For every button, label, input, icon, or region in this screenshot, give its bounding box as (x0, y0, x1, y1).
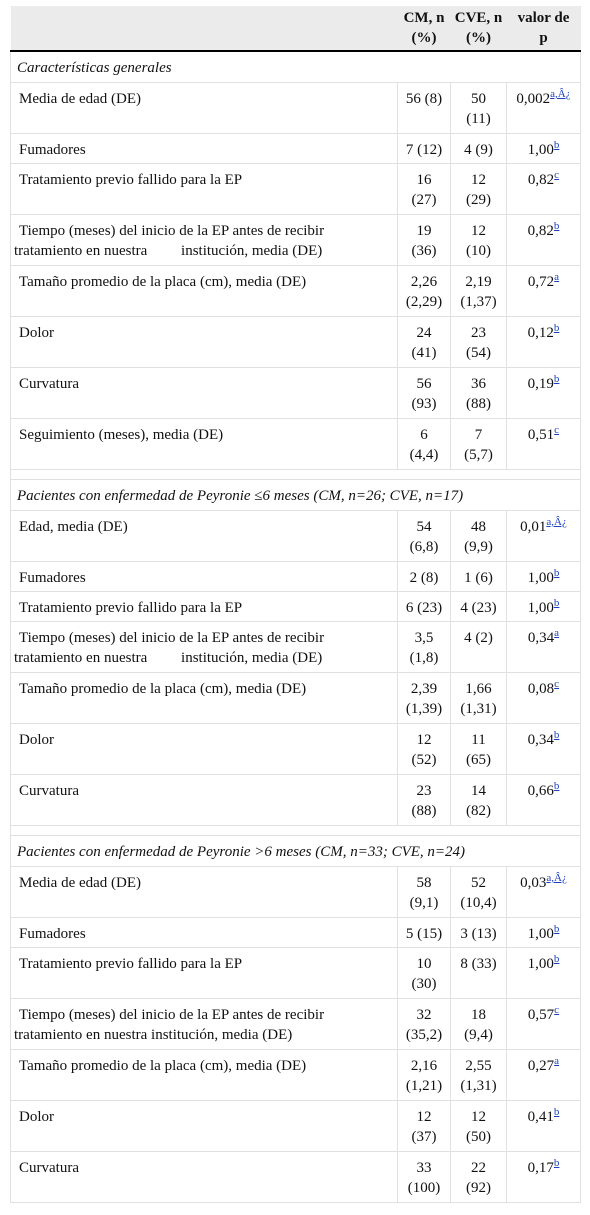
footnote-link[interactable]: a,Â¿ (546, 516, 567, 528)
row-label: Tiempo (meses) del inicio de la EP antes de recibir (19, 630, 325, 646)
cm-value-cell (398, 83, 451, 134)
row-label: Tiempo (meses) del inicio de la EP antes de recibir (19, 223, 325, 239)
table-row (11, 592, 581, 622)
row-label-cell (11, 1152, 398, 1203)
p-value-cell (507, 1050, 581, 1101)
cve-value: 8 (33) (460, 956, 497, 972)
cve-value: 52 (471, 875, 486, 891)
p-value-cell (507, 164, 581, 215)
cm-value-cell (398, 368, 451, 419)
cm-value: 10 (416, 956, 432, 972)
row-label: Tamaño promedio de la placa (cm), media (DE) (19, 1058, 307, 1074)
row-label-cell (11, 134, 398, 164)
p-value-cell (507, 419, 581, 470)
p-value-cell (507, 775, 581, 826)
p-value: 1,00 (527, 600, 554, 616)
cve-value: 22 (471, 1160, 486, 1176)
p-value-cell (507, 215, 581, 266)
cve-value-cell (451, 918, 507, 948)
p-value: 0,57 (527, 1007, 555, 1023)
row-label-cell (11, 266, 398, 317)
cve-value: (29) (466, 192, 491, 208)
cm-value: (6,8) (409, 539, 439, 555)
cve-value: (82) (466, 803, 491, 819)
cve-value: 3 (13) (460, 926, 497, 942)
cm-value: 6 (23) (405, 600, 443, 616)
cm-value: (36) (411, 243, 437, 259)
row-label-cell (11, 948, 398, 999)
p-value: 0,03 (520, 875, 547, 891)
p-value: 1,00 (527, 926, 554, 942)
table-row (11, 1101, 581, 1152)
row-label-cell (11, 999, 398, 1050)
cm-value: 16 (416, 172, 432, 188)
table-row (11, 164, 581, 215)
p-value: 0,19 (527, 376, 554, 392)
row-label: Curvatura (19, 783, 79, 799)
row-label-cell (11, 775, 398, 826)
cm-value-cell (398, 511, 451, 562)
cve-value-cell (451, 419, 507, 470)
cm-value: (88) (411, 803, 437, 819)
cve-value: (88) (466, 396, 491, 412)
cm-value-cell (398, 419, 451, 470)
footnote-link[interactable]: c (554, 424, 560, 436)
cm-value-cell (398, 867, 451, 918)
row-label: Media de edad (DE) (19, 91, 142, 107)
footnote-link[interactable]: b (553, 597, 560, 609)
p-value-cell (507, 673, 581, 724)
cve-value: (10) (466, 243, 491, 259)
cve-value-cell (451, 1101, 507, 1152)
footnote-link[interactable]: a (554, 627, 560, 639)
footnote-link[interactable]: b (553, 220, 560, 232)
p-value: 0,34 (527, 732, 554, 748)
cve-value: 12 (471, 223, 486, 239)
p-value: 0,002 (516, 91, 551, 107)
cm-value-cell (398, 134, 451, 164)
p-value: 0,51 (527, 427, 555, 443)
cm-value-cell (398, 215, 451, 266)
row-label: Edad, media (DE) (19, 519, 128, 535)
cve-value: (5,7) (464, 447, 493, 463)
footnote-link[interactable]: c (554, 678, 560, 690)
cm-value: (35,2) (405, 1027, 443, 1043)
row-label-cell (11, 622, 398, 673)
p-value: 0,01 (520, 519, 547, 535)
footnote-link[interactable]: b (553, 567, 560, 579)
cve-value-cell (451, 368, 507, 419)
row-label-cell (11, 724, 398, 775)
cm-value-cell (398, 724, 451, 775)
p-value-cell (507, 562, 581, 592)
cm-value-cell (398, 775, 451, 826)
row-label: Dolor (19, 1109, 54, 1125)
row-label: Fumadores (19, 142, 86, 158)
cve-value: 4 (23) (460, 600, 497, 616)
row-label-cell (11, 592, 398, 622)
cm-value: 2 (8) (409, 570, 439, 586)
p-value-cell (507, 948, 581, 999)
cm-value: 5 (15) (405, 926, 443, 942)
table-header (11, 6, 581, 51)
footnote-link[interactable]: b (553, 373, 560, 385)
p-value-cell (507, 134, 581, 164)
row-label-cell (11, 511, 398, 562)
p-value: 0,82 (527, 172, 555, 188)
cm-value-cell (398, 999, 451, 1050)
cm-value: (1,8) (409, 650, 439, 666)
cm-value: (9,1) (409, 895, 439, 911)
table-row (11, 215, 581, 266)
p-value: 0,72 (527, 274, 555, 290)
cm-value: (27) (411, 192, 437, 208)
footnote-link[interactable]: b (553, 322, 560, 334)
cm-value: (1,39) (405, 701, 443, 717)
header-cm (398, 6, 451, 51)
cve-value-cell (451, 215, 507, 266)
section-title: Características generales (11, 51, 581, 83)
row-label-cell (11, 83, 398, 134)
cm-value: (41) (411, 345, 437, 361)
header-row (11, 6, 581, 51)
p-value-cell (507, 918, 581, 948)
cm-value: (100) (407, 1180, 441, 1196)
p-value-cell (507, 266, 581, 317)
cve-value: (54) (466, 345, 491, 361)
cve-value-cell (451, 83, 507, 134)
cm-value-cell (398, 948, 451, 999)
header-p-line2: p (539, 30, 548, 46)
table-row (11, 368, 581, 419)
footnote-link[interactable]: b (553, 780, 560, 792)
cve-value-cell (451, 562, 507, 592)
p-value: 0,12 (527, 325, 554, 341)
cm-value-cell (398, 1050, 451, 1101)
p-value: 1,00 (527, 570, 554, 586)
cve-value-cell (451, 724, 507, 775)
p-value-cell (507, 622, 581, 673)
cve-value-cell (451, 775, 507, 826)
header-cm-line2: (%) (411, 30, 437, 46)
cm-value: 56 (8) (405, 91, 443, 107)
row-label-continued: tratamiento en nuestra institución, media (DE) (14, 650, 323, 666)
header-p-value (507, 6, 581, 51)
footnote-link[interactable]: a (554, 1055, 560, 1067)
cve-value: 12 (471, 1109, 486, 1125)
section-title: Pacientes con enfermedad de Peyronie ≤6 meses (CM, n=26; CVE, n=17) (11, 480, 581, 511)
cm-value: 2,26 (410, 274, 438, 290)
section-spacer (11, 826, 581, 836)
footnote-link[interactable]: a (554, 271, 560, 283)
cm-value-cell (398, 592, 451, 622)
cm-value: 24 (416, 325, 432, 341)
p-value-cell (507, 592, 581, 622)
cve-value: (9,9) (464, 539, 493, 555)
p-value: 0,66 (527, 783, 554, 799)
cm-value: (93) (411, 396, 437, 412)
table-row (11, 724, 581, 775)
cve-value: 36 (471, 376, 486, 392)
cm-value: (30) (411, 976, 437, 992)
cve-value-cell (451, 592, 507, 622)
footnote-link[interactable]: a,Â¿ (550, 88, 571, 100)
row-label-cell (11, 562, 398, 592)
cve-value-cell (451, 317, 507, 368)
row-label-continued: tratamiento en nuestra institución, media (DE) (14, 1027, 293, 1043)
table-row (11, 266, 581, 317)
table-row (11, 999, 581, 1050)
section-spacer (11, 470, 581, 480)
row-label-cell (11, 317, 398, 368)
cve-value: 14 (471, 783, 486, 799)
row-label-cell (11, 215, 398, 266)
row-label: Dolor (19, 732, 54, 748)
p-value: 0,08 (527, 681, 555, 697)
footnote-link[interactable]: b (553, 729, 560, 741)
cve-value: 2,55 (465, 1058, 492, 1074)
cve-value: 7 (474, 427, 483, 443)
cve-value: 48 (471, 519, 486, 535)
header-label-cell (11, 6, 398, 51)
row-label-cell (11, 918, 398, 948)
row-label-cell (11, 368, 398, 419)
cve-value: 18 (471, 1007, 486, 1023)
table-row (11, 83, 581, 134)
cm-value-cell (398, 266, 451, 317)
cm-value: (2,29) (405, 294, 443, 310)
row-label-continued: tratamiento en nuestra institución, media (DE) (14, 243, 323, 259)
table-row (11, 867, 581, 918)
cm-value: (37) (411, 1129, 437, 1145)
cve-value-cell (451, 999, 507, 1050)
table-row (11, 673, 581, 724)
cve-value-cell (451, 266, 507, 317)
p-value: 0,27 (527, 1058, 555, 1074)
row-label: Tamaño promedio de la placa (cm), media (DE) (19, 681, 307, 697)
p-value: 0,34 (527, 630, 555, 646)
table-row (11, 511, 581, 562)
row-label: Dolor (19, 325, 54, 341)
cve-value: 1,66 (465, 681, 492, 697)
table-row (11, 134, 581, 164)
cve-value-cell (451, 164, 507, 215)
p-value: 0,82 (527, 223, 554, 239)
cve-value: 23 (471, 325, 486, 341)
footnote-link[interactable]: a,Â¿ (546, 872, 567, 884)
section-header-row (11, 480, 581, 511)
table-row (11, 622, 581, 673)
cve-value: 2,19 (465, 274, 492, 290)
cve-value: 1 (6) (464, 570, 493, 586)
footnote-link[interactable]: c (554, 169, 560, 181)
cm-value: 7 (12) (405, 142, 443, 158)
header-cve-line2: (%) (466, 30, 491, 46)
p-value-cell (507, 1152, 581, 1203)
cm-value-cell (398, 164, 451, 215)
row-label: Media de edad (DE) (19, 875, 142, 891)
p-value-cell (507, 724, 581, 775)
cm-value: 54 (416, 519, 432, 535)
cve-value: 4 (9) (464, 142, 493, 158)
cve-value-cell (451, 673, 507, 724)
cm-value: 2,16 (410, 1058, 438, 1074)
cve-value: (11) (466, 111, 491, 127)
cve-value: 50 (471, 91, 486, 107)
cve-value: (9,4) (464, 1027, 493, 1043)
results-table-container (10, 6, 580, 1203)
header-p-line1: valor de (517, 10, 570, 26)
cve-value-cell (451, 1152, 507, 1203)
cm-value: 58 (416, 875, 432, 891)
cm-value-cell (398, 1152, 451, 1203)
results-table (10, 6, 581, 1203)
cm-value: 56 (416, 376, 432, 392)
footnote-link[interactable]: b (553, 1157, 560, 1169)
cve-value: (50) (466, 1129, 491, 1145)
table-row (11, 562, 581, 592)
header-cve-line1: CVE, n (454, 10, 503, 26)
cve-value: (92) (466, 1180, 491, 1196)
header-cve (451, 6, 507, 51)
cm-value: 6 (420, 427, 428, 443)
cm-value-cell (398, 918, 451, 948)
cm-value: (4,4) (409, 447, 439, 463)
cve-value: (1,37) (460, 294, 497, 310)
p-value-cell (507, 83, 581, 134)
section-spacer-cell (11, 470, 581, 480)
row-label-cell (11, 164, 398, 215)
cm-value-cell (398, 622, 451, 673)
row-label: Tratamiento previo fallido para la EP (19, 172, 243, 188)
cm-value: (1,21) (405, 1078, 443, 1094)
row-label-cell (11, 867, 398, 918)
cm-value: 2,39 (410, 681, 438, 697)
cve-value-cell (451, 867, 507, 918)
row-label: Seguimiento (meses), media (DE) (19, 427, 224, 443)
row-label-cell (11, 1101, 398, 1152)
table-body (11, 51, 581, 1203)
p-value-cell (507, 368, 581, 419)
cm-value-cell (398, 562, 451, 592)
p-value-cell (507, 999, 581, 1050)
cve-value-cell (451, 622, 507, 673)
row-label: Curvatura (19, 1160, 79, 1176)
cve-value: (1,31) (460, 1078, 497, 1094)
table-row (11, 1152, 581, 1203)
cm-value: (52) (411, 752, 437, 768)
row-label: Fumadores (19, 926, 86, 942)
cve-value-cell (451, 511, 507, 562)
table-row (11, 948, 581, 999)
p-value-cell (507, 317, 581, 368)
footnote-link[interactable]: b (553, 139, 560, 151)
cm-value: 3,5 (414, 630, 434, 646)
cm-value: 32 (416, 1007, 432, 1023)
cve-value: (1,31) (460, 701, 497, 717)
section-spacer-cell (11, 826, 581, 836)
row-label: Curvatura (19, 376, 79, 392)
cve-value: 12 (471, 172, 486, 188)
cve-value: 11 (471, 732, 486, 748)
row-label: Fumadores (19, 570, 86, 586)
footnote-link[interactable]: b (553, 1106, 560, 1118)
cve-value-cell (451, 134, 507, 164)
p-value: 1,00 (527, 956, 554, 972)
cve-value: (65) (466, 752, 491, 768)
cm-value-cell (398, 317, 451, 368)
footnote-link[interactable]: b (553, 953, 560, 965)
p-value: 0,41 (527, 1109, 554, 1125)
p-value: 0,17 (527, 1160, 554, 1176)
p-value-cell (507, 867, 581, 918)
table-row (11, 918, 581, 948)
cm-value-cell (398, 1101, 451, 1152)
p-value: 1,00 (527, 142, 554, 158)
p-value-cell (507, 511, 581, 562)
table-row (11, 317, 581, 368)
table-row (11, 775, 581, 826)
row-label-cell (11, 673, 398, 724)
cm-value-cell (398, 673, 451, 724)
cm-value: 12 (416, 1109, 432, 1125)
row-label: Tratamiento previo fallido para la EP (19, 600, 243, 616)
cve-value: 4 (2) (464, 630, 493, 646)
row-label-cell (11, 1050, 398, 1101)
row-label: Tiempo (meses) del inicio de la EP antes de recibir (19, 1007, 325, 1023)
table-row (11, 419, 581, 470)
cm-value: 19 (416, 223, 432, 239)
row-label: Tratamiento previo fallido para la EP (19, 956, 243, 972)
row-label: Tamaño promedio de la placa (cm), media (DE) (19, 274, 307, 290)
cm-value: 33 (416, 1160, 432, 1176)
section-header-row (11, 51, 581, 83)
p-value-cell (507, 1101, 581, 1152)
cm-value: 12 (416, 732, 432, 748)
cve-value-cell (451, 1050, 507, 1101)
section-title: Pacientes con enfermedad de Peyronie >6 meses (CM, n=33; CVE, n=24) (11, 836, 581, 867)
cm-value: 23 (416, 783, 432, 799)
footnote-link[interactable]: b (553, 923, 560, 935)
table-row (11, 1050, 581, 1101)
section-header-row (11, 836, 581, 867)
cve-value-cell (451, 948, 507, 999)
cve-value: (10,4) (460, 895, 497, 911)
footnote-link[interactable]: c (554, 1004, 560, 1016)
header-cm-line1: CM, n (403, 10, 445, 26)
row-label-cell (11, 419, 398, 470)
